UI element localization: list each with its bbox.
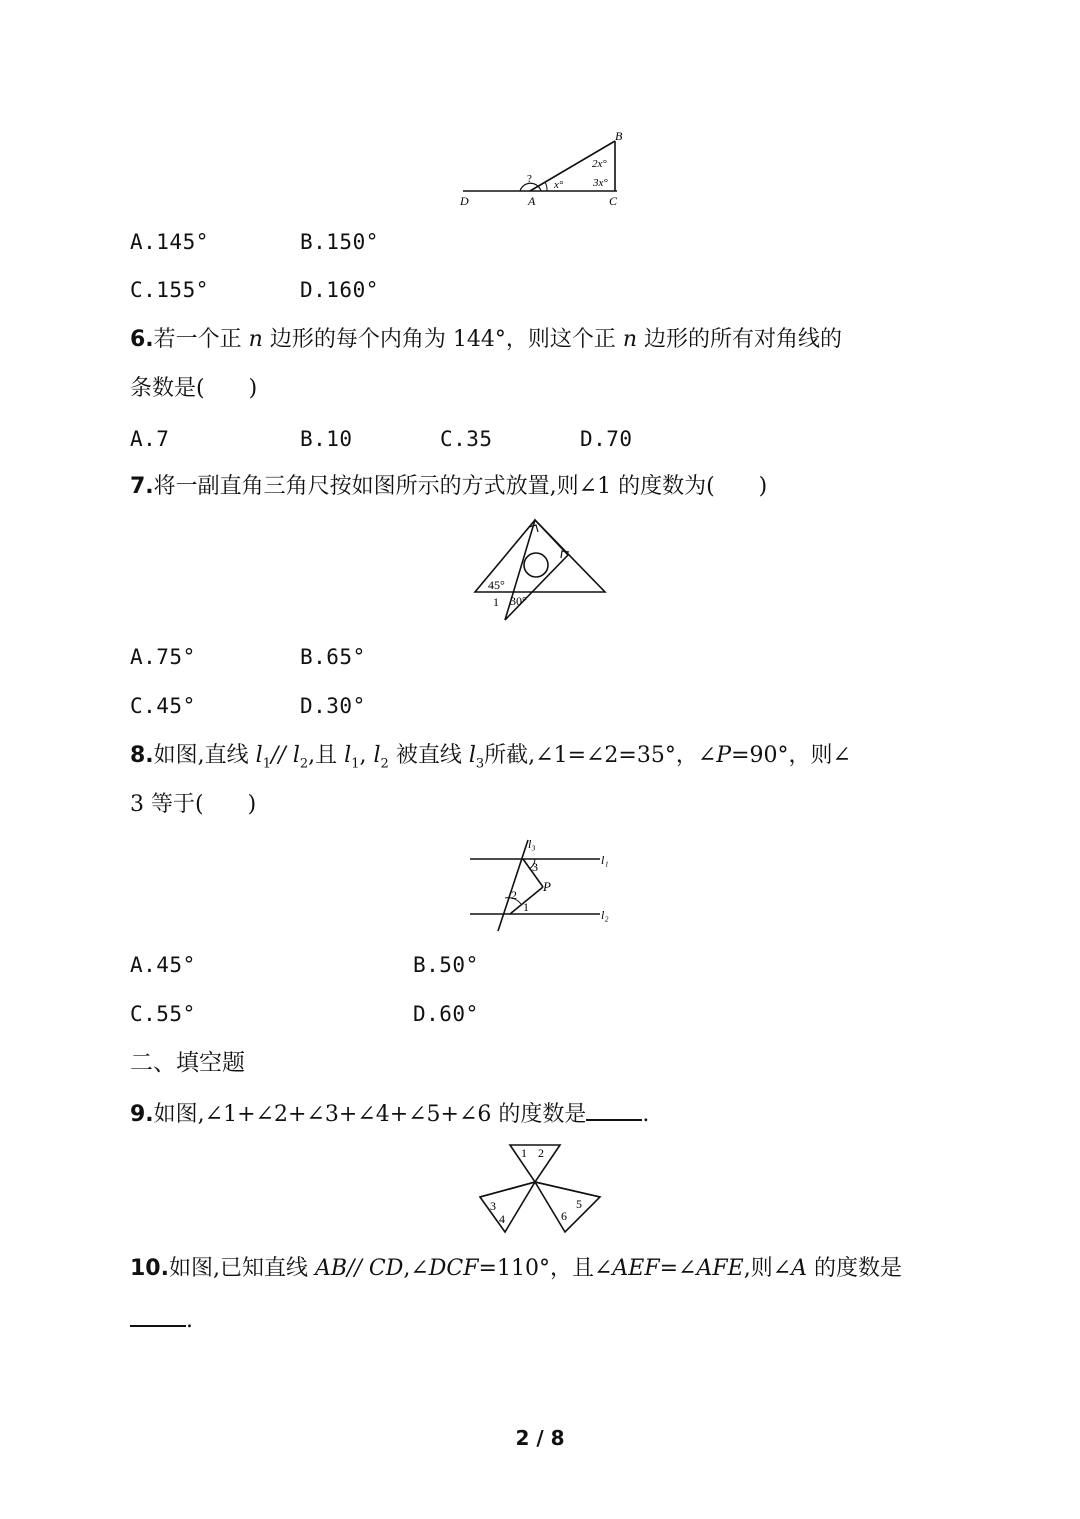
q6-stem-line2: 条数是( ) xyxy=(130,376,258,401)
label-30-degrees: 30° xyxy=(510,594,527,608)
label-angle-1: 1 xyxy=(521,1146,527,1160)
q7-figure xyxy=(470,515,610,625)
q9-stem: 9.如图,∠1+∠2+∠3+∠4+∠5+∠6 的度数是 . xyxy=(130,1097,649,1130)
q5-option-c: C.155° xyxy=(130,278,209,302)
label-angle-2: 2 xyxy=(511,888,517,902)
q7-option-a: A.75° xyxy=(130,645,196,669)
page-number: 2 / 8 xyxy=(515,1426,565,1450)
q8-number: 8. xyxy=(130,743,154,768)
q9-answer-blank[interactable] xyxy=(586,1097,642,1121)
label-D: D xyxy=(460,194,469,208)
q8-option-b: B.50° xyxy=(413,953,479,977)
label-angle-1: 1 xyxy=(493,595,499,609)
q10-answer-blank[interactable] xyxy=(130,1303,186,1327)
label-B: B xyxy=(615,129,623,143)
label-angle-4: 4 xyxy=(499,1212,505,1226)
label-l2: l₂ xyxy=(601,908,609,922)
label-angle-1: 1 xyxy=(523,900,529,914)
q6-option-b: B.10 xyxy=(300,427,353,451)
label-question-mark: ? xyxy=(527,173,532,185)
label-C: C xyxy=(609,194,618,208)
q10-answer-line: . xyxy=(130,1303,193,1336)
label-angle-6: 6 xyxy=(561,1209,567,1223)
q8-stem-line2: 3 等于( ) xyxy=(130,792,257,817)
q5-figure xyxy=(455,125,630,211)
label-l3: l₃ xyxy=(528,837,536,851)
q10-stem: 10.如图,已知直线 AB// CD,∠DCF=110°，且∠AEF=∠AFE,则∠A 的度数是 xyxy=(130,1256,903,1281)
label-A: A xyxy=(528,194,536,208)
label-3x: 3x° xyxy=(593,177,608,189)
q7-option-b: B.65° xyxy=(300,645,366,669)
q9-figure xyxy=(475,1140,605,1235)
q8-figure xyxy=(465,832,625,932)
q6-stem-line1: 6.若一个正 n 边形的每个内角为 144°，则这个正 n 边形的所有对角线的 xyxy=(130,327,842,352)
q7-option-d: D.30° xyxy=(300,694,366,718)
q8-stem-line1: 8.如图,直线 $l_1//$ $l_2$,且 $l_1$, $l_2$ 被直线 $l_3$所截,∠1=∠2=35°，∠P=90°，则∠ xyxy=(130,743,851,772)
label-angle-5: 5 xyxy=(576,1197,582,1211)
q6-number: 6. xyxy=(130,327,154,352)
q9-number: 9. xyxy=(130,1102,154,1127)
q7-number: 7. xyxy=(130,474,154,499)
label-angle-3: 3 xyxy=(532,860,538,874)
label-angle-2: 2 xyxy=(538,1146,544,1160)
q8-option-d: D.60° xyxy=(413,1002,479,1026)
label-l1: l₁ xyxy=(601,853,609,867)
section-fill-in-blank: 二、填空题 xyxy=(130,1050,245,1076)
q6-option-c: C.35 xyxy=(440,427,493,451)
label-P: P xyxy=(543,879,551,894)
label-2x: 2x° xyxy=(592,158,607,170)
label-x: x° xyxy=(554,179,564,191)
q5-option-d: D.160° xyxy=(300,278,379,302)
q10-number: 10. xyxy=(130,1256,169,1281)
q8-option-c: C.55° xyxy=(130,1002,196,1026)
label-angle-3: 3 xyxy=(490,1199,496,1213)
q8-option-a: A.45° xyxy=(130,953,196,977)
q6-option-d: D.70 xyxy=(580,427,633,451)
q5-option-a: A.145° xyxy=(130,230,209,254)
q5-option-b: B.150° xyxy=(300,230,379,254)
q7-stem: 7.将一副直角三角尺按如图所示的方式放置,则∠1 的度数为( ) xyxy=(130,474,768,499)
label-45-degrees: 45° xyxy=(488,578,505,592)
q7-option-c: C.45° xyxy=(130,694,196,718)
q6-option-a: A.7 xyxy=(130,427,170,451)
